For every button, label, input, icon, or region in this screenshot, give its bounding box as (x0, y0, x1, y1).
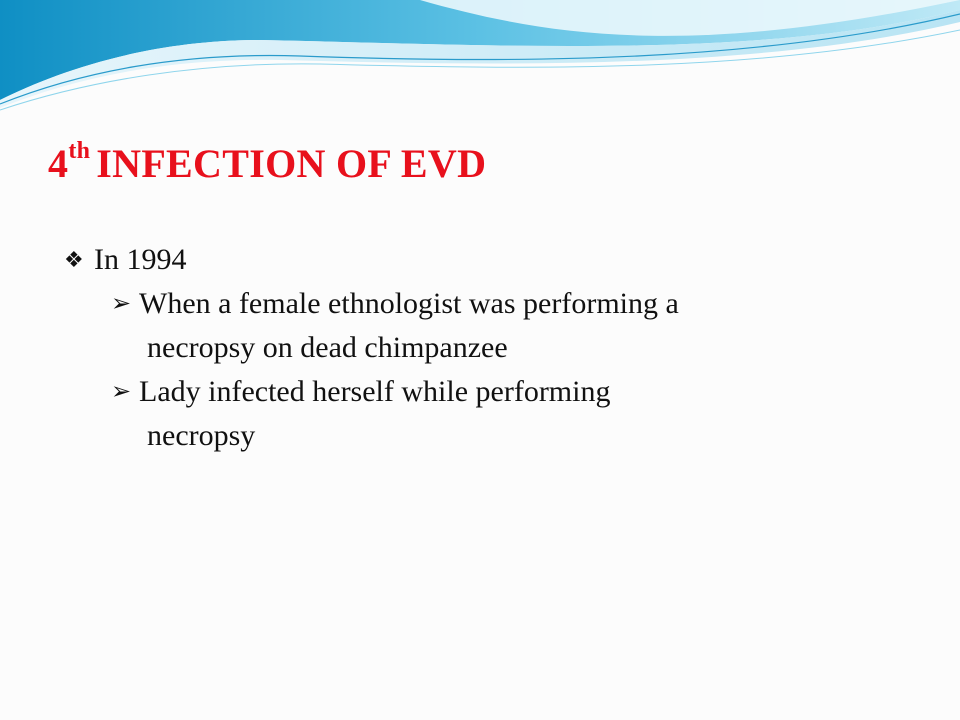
title-ordinal-suffix: th (68, 138, 91, 164)
slide-body (64, 238, 944, 458)
header-wave-decoration (0, 0, 960, 120)
bullet-text: In 1994 (94, 243, 187, 276)
arrowhead-bullet-icon: ➢ (111, 291, 132, 317)
arrowhead-bullet-icon: ➢ (111, 379, 132, 405)
title-text: INFECTION OF EVD (96, 141, 487, 186)
sub-bullet-item (111, 370, 944, 414)
bullet-item (64, 238, 944, 282)
sub-bullet-text: Lady infected herself while performing (139, 375, 611, 408)
sub-bullet-item (111, 282, 944, 326)
title-number: 4 (48, 141, 69, 186)
sub-bullet-continuation: necropsy on dead chimpanzee (147, 331, 508, 364)
sub-bullet-continuation: necropsy (147, 419, 256, 452)
diamond-bullet-icon: ❖ (64, 247, 84, 272)
slide-title (48, 140, 486, 187)
sub-bullet-text: When a female ethnologist was performing a (139, 287, 679, 320)
